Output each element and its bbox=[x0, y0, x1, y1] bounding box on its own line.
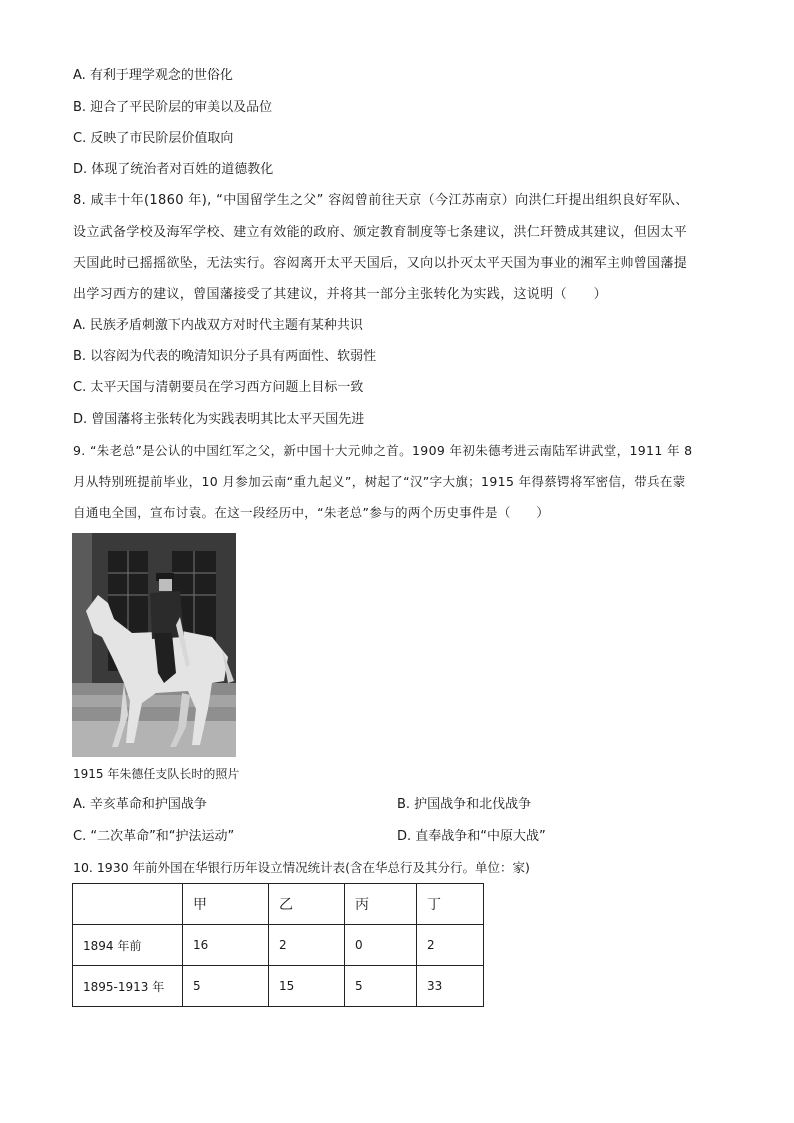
table-cell: 5 bbox=[183, 966, 269, 1007]
table-cell: 2 bbox=[417, 925, 484, 966]
header-cell-yi: 乙 bbox=[269, 884, 345, 925]
q9-option-d: D. 直奉战争和“中原大战” bbox=[397, 829, 546, 844]
q7-option-b: B. 迎合了平民阶层的审美以及品位 bbox=[73, 100, 273, 115]
table-cell: 15 bbox=[269, 966, 345, 1007]
q9-option-a: A. 辛亥革命和护国战争 bbox=[73, 797, 207, 812]
historical-photo bbox=[72, 533, 236, 757]
bank-statistics-table bbox=[72, 883, 484, 1007]
table-row bbox=[73, 925, 484, 966]
photo-caption: 1915 年朱德任支队长时的照片 bbox=[73, 767, 240, 781]
q8-option-b: B. 以容闳为代表的晚清知识分子具有两面性、软弱性 bbox=[73, 349, 377, 364]
q8-stem-line-1: 8. 咸丰十年(1860 年), “中国留学生之父” 容闳曾前往天京（今江苏南京）向洪仁玕提出组织良好军队、 bbox=[73, 193, 689, 208]
q9-option-b: B. 护国战争和北伐战争 bbox=[397, 797, 532, 812]
q8-option-a: A. 民族矛盾刺激下内战双方对时代主题有某种共识 bbox=[73, 318, 363, 333]
q8-stem-line-2: 设立武备学校及海军学校、建立有效能的政府、颁定教育制度等七条建议，洪仁玕赞成其建议，但因太平 bbox=[73, 225, 688, 240]
table-cell: 5 bbox=[345, 966, 417, 1007]
table-cell: 33 bbox=[417, 966, 484, 1007]
header-cell-jia: 甲 bbox=[183, 884, 269, 925]
q7-option-c: C. 反映了市民阶层价值取向 bbox=[73, 131, 234, 146]
q10-stem: 10. 1930 年前外国在华银行历年设立情况统计表(含在华总行及其分行。单位：家) bbox=[73, 860, 530, 875]
table-cell: 2 bbox=[269, 925, 345, 966]
table-row bbox=[73, 966, 484, 1007]
q9-stem-line-2: 月从特别班提前毕业，10 月参加云南“重九起义”，树起了“汉”字大旗；1915 年得蔡锷将军密信，带兵在蒙 bbox=[73, 474, 686, 489]
row-label-cell: 1895-1913 年 bbox=[73, 966, 183, 1007]
q8-option-d: D. 曾国藩将主张转化为实践表明其比太平天国先进 bbox=[73, 412, 365, 427]
row-label-cell: 1894 年前 bbox=[73, 925, 183, 966]
q9-option-c: C. “二次革命”和“护法运动” bbox=[73, 829, 235, 844]
q8-stem-line-4: 出学习西方的建议，曾国藩接受了其建议，并将其一部分主张转化为实践，这说明（ ） bbox=[73, 287, 608, 302]
table-cell: 0 bbox=[345, 925, 417, 966]
header-cell-ding: 丁 bbox=[417, 884, 484, 925]
q7-option-a: A. 有利于理学观念的世俗化 bbox=[73, 68, 233, 83]
q9-stem-line-1: 9. “朱老总”是公认的中国红军之父，新中国十大元帅之首。1909 年初朱德考进云南陆军讲武堂，1911 年 8 bbox=[73, 443, 693, 458]
q8-option-c: C. 太平天国与清朝要员在学习西方问题上目标一致 bbox=[73, 380, 364, 395]
q7-option-d: D. 体现了统治者对百姓的道德教化 bbox=[73, 162, 274, 177]
table-header-row bbox=[73, 884, 484, 925]
header-cell-blank bbox=[73, 884, 183, 925]
q8-stem-line-3: 天国此时已摇摇欲坠，无法实行。容闳离开太平天国后，又向以扑灭太平天国为事业的湘军主帅曾国藩提 bbox=[73, 256, 688, 271]
q9-stem-line-3: 自通电全国，宣布讨袁。在这一段经历中，“朱老总”参与的两个历史事件是（ ） bbox=[73, 505, 550, 520]
header-cell-bing: 丙 bbox=[345, 884, 417, 925]
table-cell: 16 bbox=[183, 925, 269, 966]
